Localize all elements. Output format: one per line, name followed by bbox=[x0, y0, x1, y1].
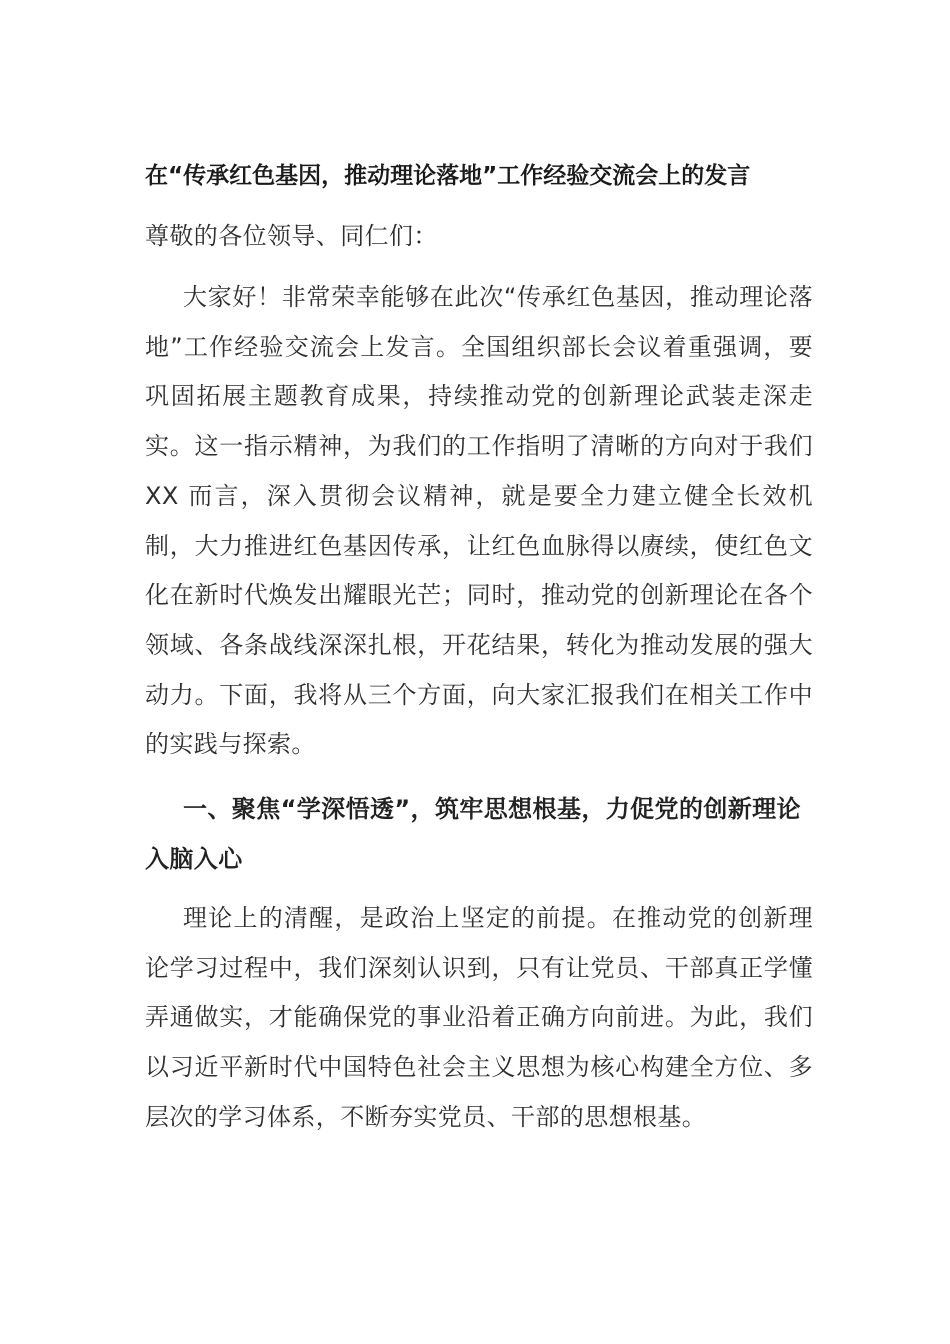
paragraph-section-1: 理论上的清醒，是政治上坚定的前提。在推动党的创新理论学习过程中，我们深刻认识到，只有让党员、干部真正学懂弄通做实，才能确保党的事业沿着正确方向前进。为此，我们以习近平新时代中国特色社会主义思想为核心构建全方位、多层次的学习体系，不断夯实党员、干部的思想根基。 bbox=[145, 904, 813, 1131]
paragraph-intro: 大家好！非常荣幸能够在此次“传承红色基因，推动理论落地”工作经验交流会上发言。全国组织部长会议着重强调，要巩固拓展主题教育成果，持续推动党的创新理论武装走深走实。这一指示精神，为我们的工作指明了清晰的方向对于我们 XX 而言，深入贯彻会议精神，就是要全力建立健全长效机制，大力推进红色基因传承，让红色血脉得以赓续，使红色文化在新时代焕发出耀眼光芒；同时，推动党的创新理论在各个领域、各条战线深深扎根，开花结果，转化为推动发展的强大动力。下面，我将从三个方面，向大家汇报我们在相关工作中的实践与探索。 bbox=[145, 283, 813, 759]
section-heading-1: 一、聚焦“学深悟透”，筑牢思想根基，力促党的创新理论入脑入心 bbox=[145, 795, 801, 873]
salutation: 尊敬的各位领导、同仁们： bbox=[145, 222, 438, 250]
document-title: 在“传承红色基因，推动理论落地”工作经验交流会上的发言 bbox=[145, 163, 751, 189]
